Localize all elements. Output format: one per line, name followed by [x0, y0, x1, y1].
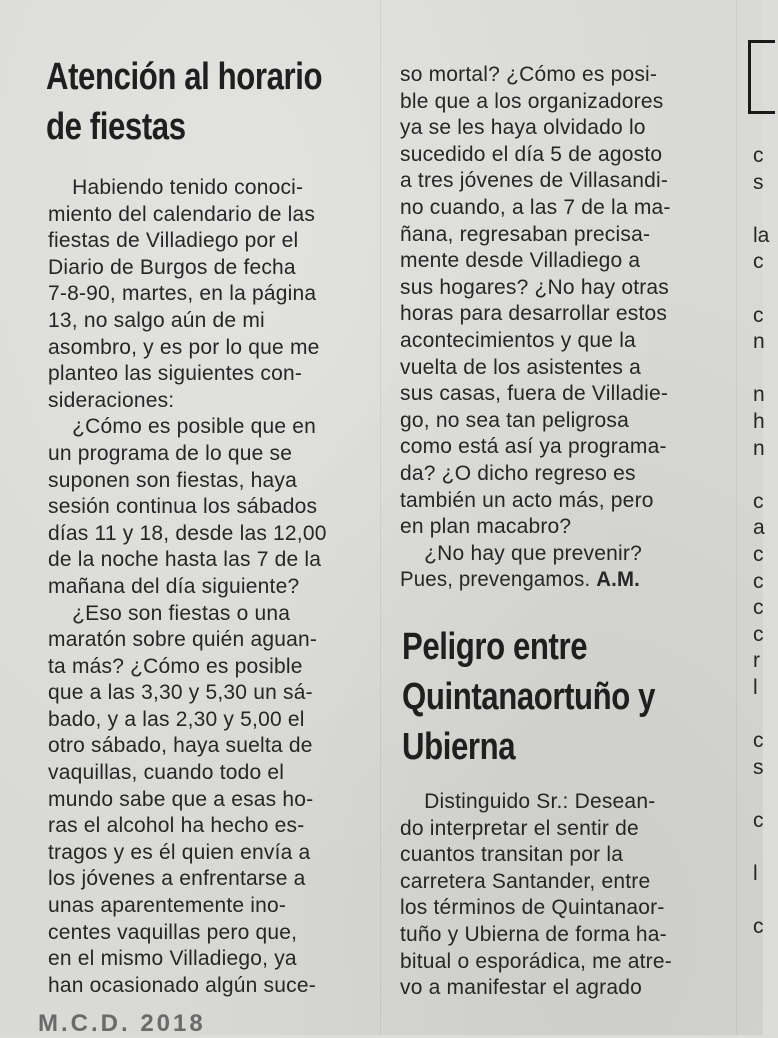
cut-off-fragment [753, 356, 769, 383]
text-line: maratón sobre quién aguan- [48, 628, 318, 652]
cut-off-fragment [753, 276, 769, 303]
cut-off-fragment: c [753, 144, 764, 167]
text-line: Diario de Burgos de fecha [48, 255, 296, 279]
letter-body-continuation [400, 62, 671, 594]
text-line: horas para desarrollar estos [400, 302, 668, 326]
text-line: no cuando, a las 7 de la ma- [400, 195, 671, 219]
text-line: sesión continua los sábados [48, 495, 318, 519]
cut-off-fragment: c [753, 489, 764, 513]
cut-off-fragment: c [753, 250, 764, 274]
text-line: so mortal? ¿Cómo es posi- [400, 63, 658, 86]
cut-off-fragment: s [753, 755, 764, 779]
closing-line [400, 567, 662, 594]
text-line: a tres jóvenes de Villasandi- [400, 169, 669, 193]
text-line: mente desde Villadiego a [400, 249, 641, 273]
text-line: unas aparentemente ino- [48, 894, 287, 918]
text-line: go, no sea tan peligrosa [400, 408, 629, 432]
cut-off-fragment: n [753, 383, 765, 407]
cut-off-fragment: h [753, 409, 765, 433]
cut-off-fragment: n [753, 330, 765, 354]
headline-line: Ubierna [402, 726, 516, 768]
headline-line: Atención al horario [46, 56, 323, 98]
text-line: ¿No hay que prevenir? [400, 541, 642, 565]
cut-off-fragment [753, 888, 769, 915]
headline-horario-fiestas [46, 52, 322, 152]
text-line: ñana, regresaban precisa- [400, 222, 651, 246]
cut-off-fragment: c [753, 303, 764, 327]
continuation-lines [400, 62, 671, 567]
text-line: vaquillas, cuando todo el [48, 761, 285, 785]
text-line: en plan macabro? [400, 515, 572, 539]
text-line: otro sábado, haya suelta de [48, 734, 313, 758]
text-line: los términos de Quintanaor- [400, 896, 665, 920]
text-line: bitual o esporádica, me atre- [400, 949, 672, 973]
text-line: también un acto más, pero [400, 488, 654, 512]
cut-off-text [753, 143, 769, 941]
text-line: tragos y es él quien envía a [48, 840, 311, 864]
text-line: sideraciones: [48, 388, 175, 412]
cut-off-fragment: c [753, 596, 764, 620]
text-line: ta más? ¿Cómo es posible [48, 654, 303, 678]
cut-off-fragment: la [753, 223, 770, 247]
text-line: en el mismo Villadiego, ya [48, 947, 297, 971]
text-line: bado, y a las 2,30 y 5,00 el [48, 707, 305, 731]
text-line: los jóvenes a enfrentarse a [48, 867, 306, 891]
text-line: centes vaquillas pero que, [48, 920, 298, 944]
headline-line: de fiestas [46, 106, 186, 148]
text-line: han ocasionado algún suce- [48, 973, 316, 997]
text-line: cuantos transitan por la [400, 843, 624, 867]
text-line: Distinguido Sr.: Desean- [400, 790, 656, 813]
cut-off-fragment: l [753, 862, 758, 886]
text-line: 13, no salgo aún de mi [48, 308, 265, 332]
letter-body-horario [48, 175, 327, 999]
text-line: Habiendo tenido conoci- [48, 176, 304, 199]
text-line: de la noche hasta las 7 de la [48, 548, 322, 572]
cut-off-fragment [753, 701, 769, 728]
column-gutter-right [736, 0, 737, 1035]
text-line: suponen son fiestas, haya [48, 468, 298, 492]
text-line: que a las 3,30 y 5,30 un sá- [48, 681, 313, 705]
headline-line: Quintanaortuño y [402, 676, 656, 718]
cut-off-fragment [753, 781, 769, 808]
text-line: mañana del día siguiente? [48, 574, 300, 598]
text-line: ¿Eso son fiestas o una [48, 601, 291, 625]
letter-body-peligro [400, 789, 672, 1002]
text-line: como está así ya programa- [400, 435, 667, 459]
headline-line: Peligro entre [402, 626, 588, 668]
cut-off-fragment: a [753, 516, 765, 540]
cut-off-fragment [753, 196, 769, 223]
cut-off-fragment: c [753, 569, 764, 593]
text-line: sus casas, fuera de Villadie- [400, 382, 669, 406]
cut-off-fragment: l [753, 675, 758, 699]
text-line: do interpretar el sentir de [400, 816, 639, 840]
text-line: planteo las siguientes con- [48, 362, 303, 386]
archive-watermark: M.C.D. 2018 [38, 1010, 206, 1037]
text-line: acontecimientos y que la [400, 328, 636, 352]
text-line: ¿Cómo es posible que en [48, 415, 317, 439]
text-line: días 11 y 18, desde las 12,00 [48, 521, 327, 545]
text-line: sucedido el día 5 de agosto [400, 142, 663, 166]
signature: A.M. [596, 568, 640, 592]
text-line: sus hogares? ¿No hay otras [400, 275, 670, 299]
headline-peligro [402, 622, 655, 772]
text-line: da? ¿O dicho regreso es [400, 461, 636, 485]
text-line: ras el alcohol ha hecho es- [48, 814, 305, 838]
cut-off-fragment: c [753, 808, 764, 832]
text-line: fiestas de Villadiego por el [48, 229, 299, 253]
cut-off-fragment: r [753, 649, 760, 673]
text-line: miento del calendario de las [48, 202, 316, 226]
cut-off-fragment: c [753, 729, 764, 753]
text-line: carretera Santander, entre [400, 869, 651, 893]
text-line: 7-8-90, martes, en la página [48, 282, 317, 306]
text-line: vuelta de los asistentes a [400, 355, 642, 379]
text-line: vo a manifestar el agrado [400, 976, 642, 1000]
text-line: un programa de lo que se [48, 441, 293, 465]
cut-off-fragment: c [753, 622, 764, 646]
text-line: ble que a los organizadores [400, 89, 664, 113]
text-line: tuño y Ubierna de forma ha- [400, 922, 667, 946]
text-line: mundo sabe que a esas ho- [48, 787, 314, 811]
text-line: asombro, y es por lo que me [48, 335, 320, 359]
text-line: ya se les haya olvidado lo [400, 116, 646, 140]
cut-off-box [748, 40, 775, 114]
cut-off-fragment: c [753, 915, 764, 939]
cut-off-fragment: n [753, 436, 765, 460]
closing-text: Pues, prevengamos. [400, 568, 591, 592]
column-gutter-left [380, 0, 381, 1035]
cut-off-fragment [753, 834, 769, 861]
cut-off-fragment [753, 462, 769, 489]
cut-off-fragment: s [753, 170, 764, 194]
cut-off-fragment: c [753, 542, 764, 566]
